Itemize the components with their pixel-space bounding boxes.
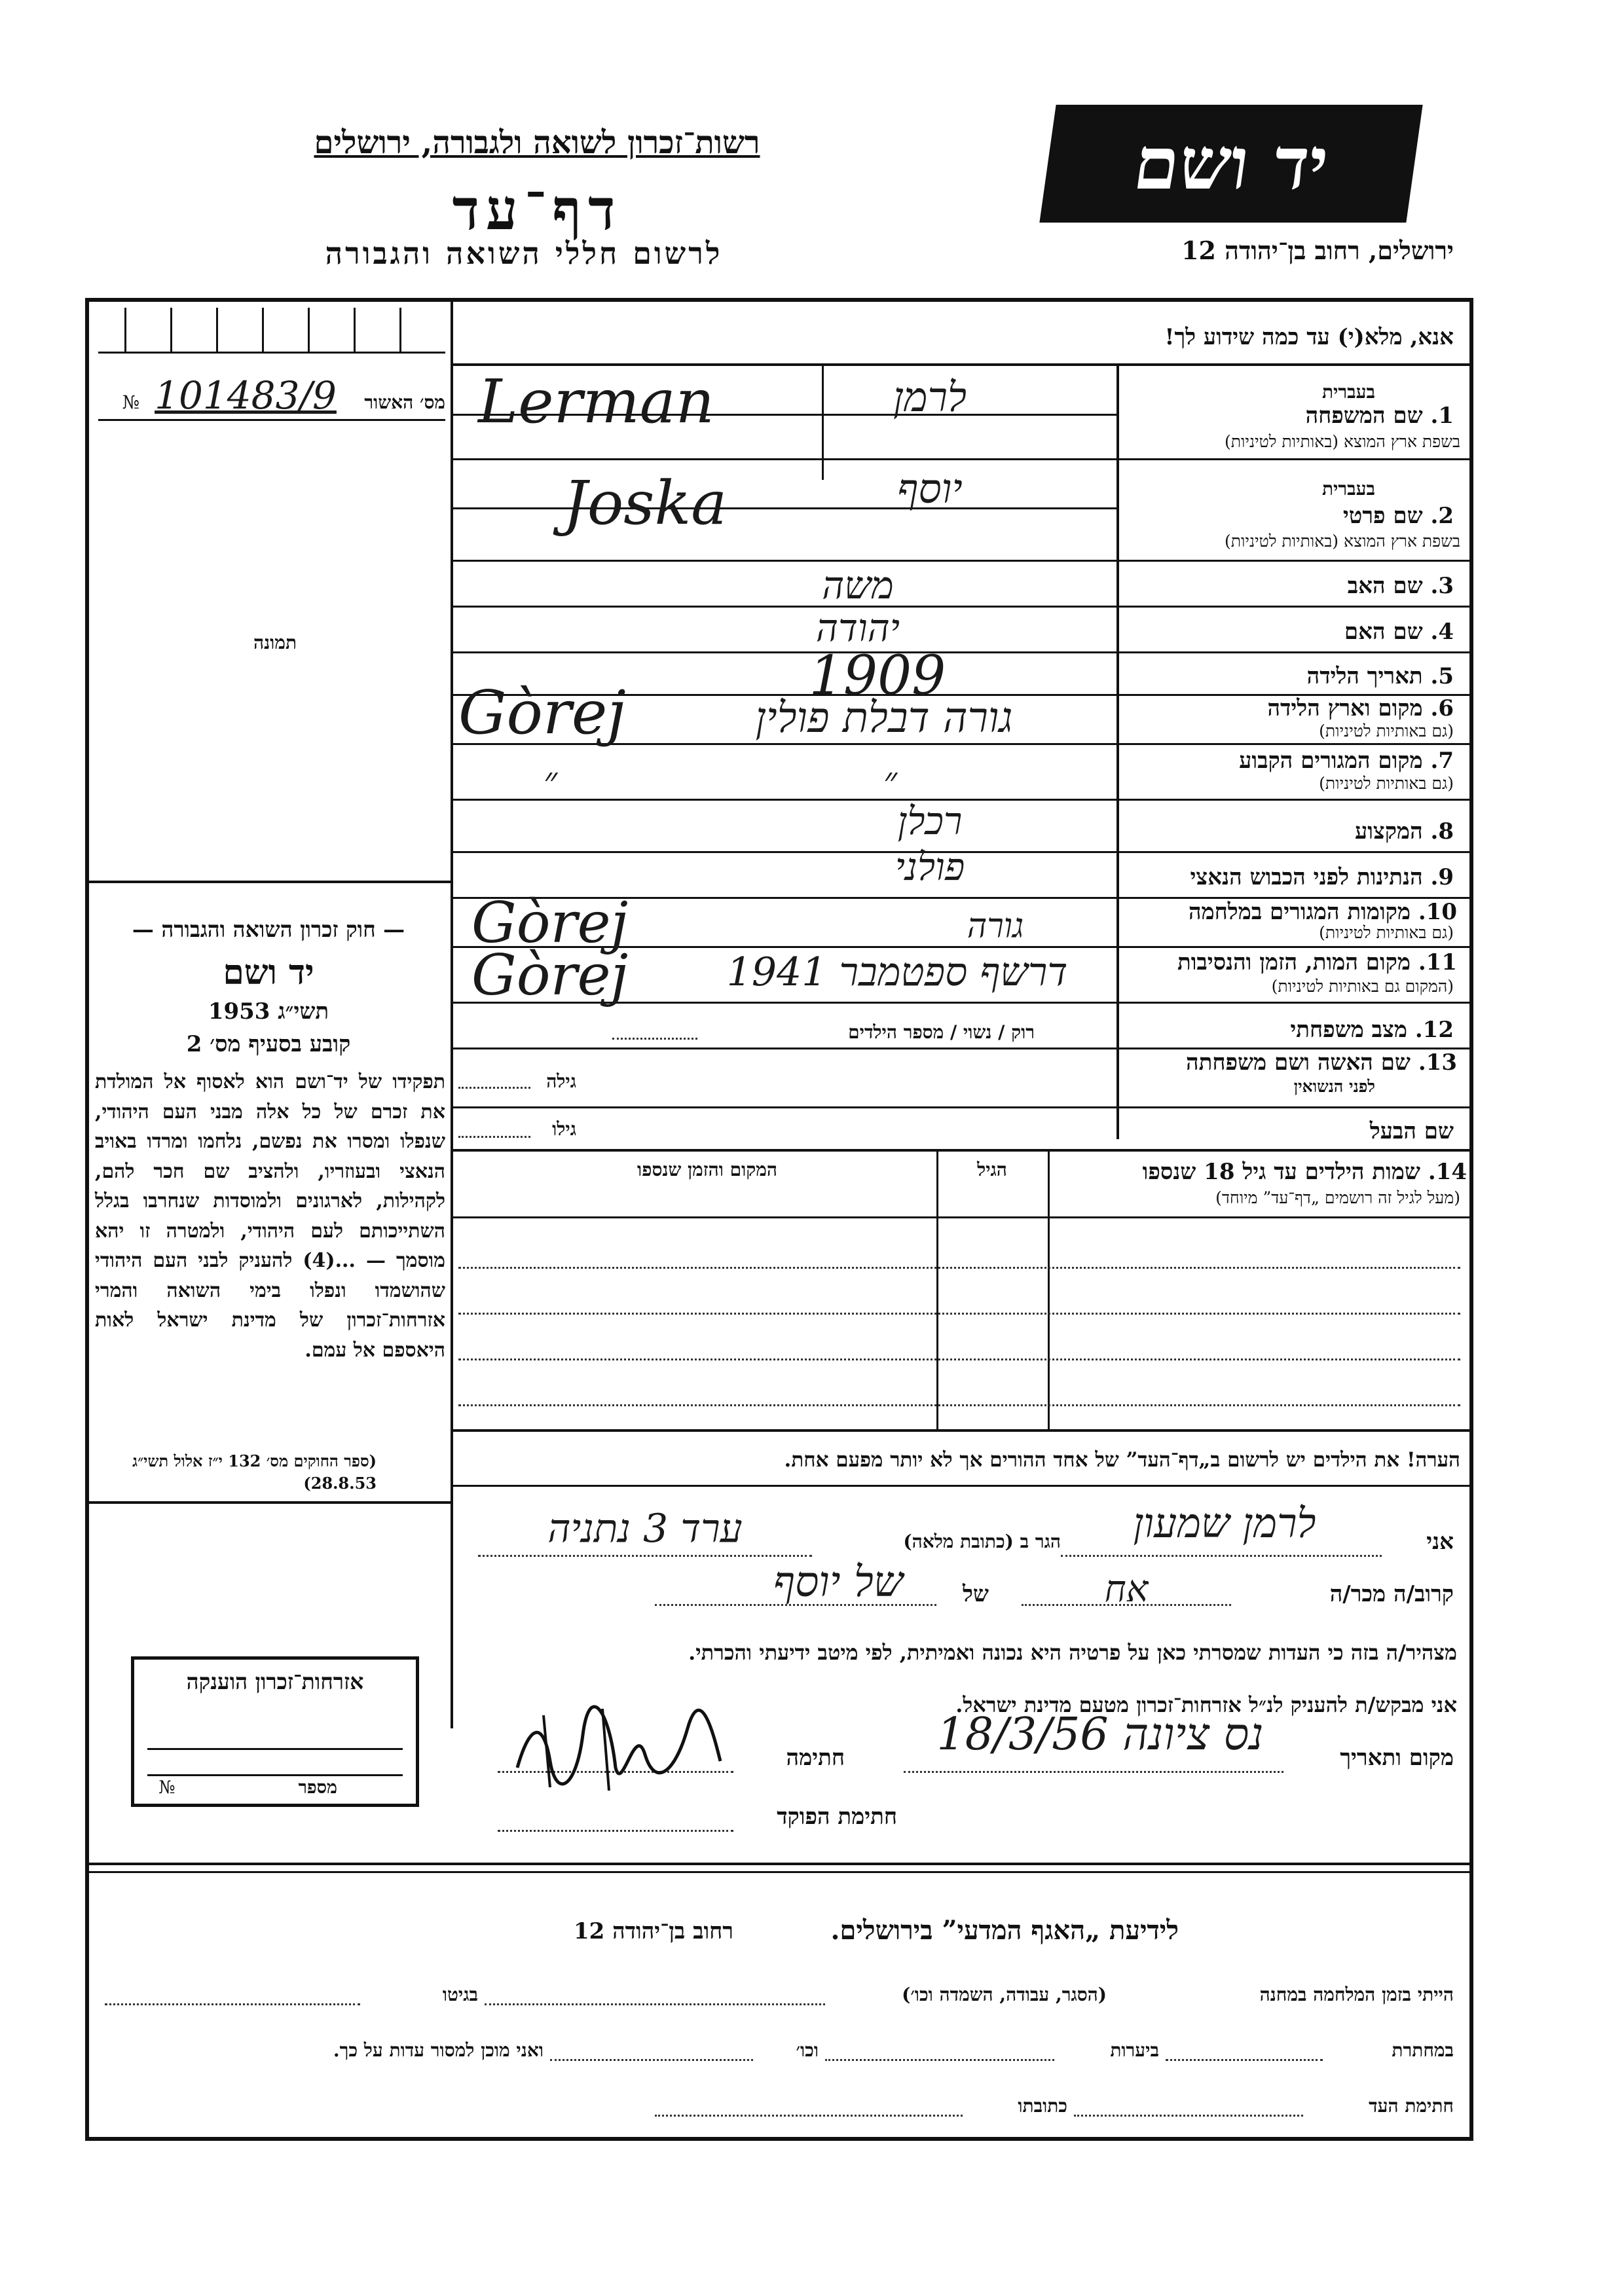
approval-label: מס׳ האשור xyxy=(364,392,445,413)
footer-address: רחוב בן־יהודה 12 xyxy=(573,1918,733,1944)
footer-line2-b: ביערות xyxy=(1110,2039,1159,2061)
citizenship-title: אזרחות־זכרון הוענקה xyxy=(186,1669,364,1694)
label-column-divider xyxy=(1116,365,1119,1139)
wartime-hebrew[interactable]: גורה xyxy=(967,907,1024,946)
husband-age-label: גילו xyxy=(552,1118,576,1140)
footer-forests-line xyxy=(825,2059,1054,2061)
field-11-sub: (המקום גם באותיות לטיניות) xyxy=(1271,977,1454,996)
footer-title: לידיעת „האגף המדעי” בירושלים. xyxy=(830,1915,1179,1946)
col-age-header: הגיל xyxy=(977,1159,1007,1180)
field-14-label: 14. שמות הילדים עד גיל 18 שנספו xyxy=(1142,1159,1467,1185)
logo-text: יד ושם xyxy=(1128,121,1334,206)
footer-line3-b: כתובתו xyxy=(1018,2095,1067,2117)
signature-mark[interactable] xyxy=(504,1696,727,1794)
wife-age-line xyxy=(458,1087,530,1089)
residence-ditto[interactable]: ״ ״ xyxy=(543,759,1055,802)
death-hebrew[interactable]: דרשף ספטמבר 1941 xyxy=(726,949,1068,995)
citizenship-box xyxy=(131,1656,419,1807)
declaration-statement: מצהיר/ה בזה כי העדות שמסרתי כאן על פרטיה היא נכונה ואמיתית, לפי מיטב ידיעתי והכרתי. xyxy=(688,1640,1457,1665)
witness-address-line xyxy=(478,1555,812,1557)
surname-hebrew[interactable]: לרמן xyxy=(893,373,967,421)
footer-line3-a: חתימת העד xyxy=(1369,2095,1454,2117)
col-place-header: המקום והזמן שנספו xyxy=(637,1159,777,1180)
field-6-label: 6. מקום וארץ הלידה xyxy=(1267,695,1454,721)
footer-witness-address-line xyxy=(655,2115,963,2117)
witness-name-line xyxy=(1061,1555,1382,1557)
husband-age-line xyxy=(458,1136,530,1138)
relation-of[interactable]: של יוסף xyxy=(773,1558,904,1607)
note-text: הערה! את הילדים יש לרשום ב„דף־העד” של אחד ההורים אך לא יותר מפעם אחת. xyxy=(784,1448,1460,1472)
birth-place-latin[interactable]: Gòrej xyxy=(458,678,626,748)
mother-name[interactable]: יהודה xyxy=(816,606,900,650)
children-col-divider-2 xyxy=(936,1151,938,1429)
officer-signature-label: חתימת הפוקד xyxy=(777,1804,897,1830)
citizenship[interactable]: פולני xyxy=(895,845,965,889)
field-12-label: 12. מצב משפחתי xyxy=(1290,1017,1454,1043)
footer-divider-2 xyxy=(88,1871,1470,1873)
wartime-latin[interactable]: Gòrej xyxy=(471,890,629,956)
footer-line2-c: וכו׳ xyxy=(796,2039,819,2061)
law-body: תפקידו של יד־ושם הוא לאסוף אל המולדת את זכרם של כל אלה מבני העם היהודי, שנפלו ומסרו את נפשם, נלחמו ומרדו באויב הנאצי ובעוזריו, ולהציב שם חכר להם, לקהילות, לארגונים ולמוסדות שנחרבו בגלל השתייכותם לעם היהודי, ולמטרה זו יהא מוסמך — ...(4) להעניק לבני העם היהודי שהושמדו ונפלו בימי השואה והמרי אזרחות־זכרון של מדינת ישראל לאות היאספם אל עמם. xyxy=(95,1070,445,1362)
field-7-sub: (גם באותיות לטיניות) xyxy=(1319,774,1454,793)
footer-etc-line xyxy=(550,2059,753,2061)
profession[interactable]: רכלן xyxy=(897,799,963,843)
row-divider-1 xyxy=(452,458,1470,460)
field-2-sub: בשפת ארץ המוצא (באותיות לטיניות) xyxy=(1225,532,1460,551)
children-count-line xyxy=(612,1038,697,1040)
note-divider xyxy=(452,1485,1470,1487)
approval-number[interactable]: 101483/9 xyxy=(155,373,337,418)
given-latin[interactable]: Joska xyxy=(563,468,728,538)
notice-divider xyxy=(452,363,1470,366)
field-1-lang: בעברית xyxy=(1321,381,1375,403)
given-hebrew[interactable]: יוסף xyxy=(897,465,963,513)
field-7-label: 7. מקום המגורים הקבוע xyxy=(1239,748,1454,774)
law-title: — חוק זכרון השואה והגבורה — xyxy=(132,917,405,942)
footer-line2-a: במחתרת xyxy=(1392,2039,1454,2061)
field-2-lang: בעברית xyxy=(1321,478,1375,500)
form-title: דף־עד xyxy=(452,177,622,243)
children-header-divider xyxy=(452,1216,1470,1218)
declaration-of: של xyxy=(963,1581,989,1607)
field-4-label: 4. שם האם xyxy=(1344,619,1454,645)
row-divider-13 xyxy=(452,1106,1470,1108)
husband-label: שם הבעל xyxy=(1369,1118,1454,1144)
children-col-divider-1 xyxy=(1048,1151,1050,1429)
children-bottom-divider xyxy=(452,1429,1470,1432)
form-subtitle: לרשום חללי השואה והגבורה xyxy=(325,236,723,271)
law-year: תשי״ג 1953 xyxy=(208,998,329,1025)
yad-vashem-logo xyxy=(1039,105,1422,223)
field-6-sub: (גם באותיות לטיניות) xyxy=(1319,721,1454,740)
children-row-2 xyxy=(458,1313,1460,1315)
signature-label: חתימה xyxy=(786,1745,845,1771)
photo-divider xyxy=(88,881,452,883)
field-5-label: 5. תאריך הלידה xyxy=(1306,663,1454,689)
citizenship-symbol: № xyxy=(158,1777,175,1798)
footer-line1-b: (הסגר, עבודה, השמדה וכו׳) xyxy=(902,1984,1107,2005)
death-latin[interactable]: Gòrej xyxy=(471,943,629,1008)
place-date-label: מקום ותאריך xyxy=(1340,1745,1454,1771)
left-column-divider xyxy=(451,301,453,1728)
footer-line1-c: בגיטו xyxy=(442,1984,478,2005)
law-clause: קובע בסעיף מס׳ 2 xyxy=(186,1031,351,1057)
officer-signature-line xyxy=(498,1830,733,1832)
field-10-label: 10. מקומות המגורים במלחמה xyxy=(1188,899,1457,925)
field-11-label: 11. מקום המות, הזמן והנסיבות xyxy=(1177,949,1457,975)
law-source: (ספר החוקים מס׳ 132 י״ז אלול תשי״ג 28.8.53) xyxy=(132,1451,377,1493)
field-3-label: 3. שם האב xyxy=(1347,573,1454,599)
footer-line2-d: ואני מוכן למסור עדות על כך. xyxy=(333,2039,544,2061)
footer-underground-line xyxy=(1166,2059,1323,2061)
footer-witness-sign-line xyxy=(1074,2115,1303,2117)
row-divider-14 xyxy=(452,1149,1470,1152)
footer-line1-a: הייתי בזמן המלחמה במחנה xyxy=(1259,1984,1454,2005)
children-row-3 xyxy=(458,1358,1460,1360)
footer-camp-line xyxy=(485,2003,825,2005)
field-9-label: 9. הנתינות לפני הכבוש הנאצי xyxy=(1190,864,1454,890)
field-13-label: 13. שם האשה ושם משפחתה xyxy=(1186,1049,1457,1076)
field-13-sub: לפני הנשואין xyxy=(1293,1077,1375,1096)
declaration-resides: הגר ב (כתובת מלאה) xyxy=(903,1531,1061,1552)
signature-scribble xyxy=(504,1696,727,1794)
top-notice: אנא, מלא(י) עד כמה שידוע לך! xyxy=(1164,324,1454,350)
code-boxes xyxy=(98,308,445,354)
declaration-relative: קרוב/ה מכר/ה xyxy=(1329,1581,1454,1607)
footer-divider-1 xyxy=(88,1863,1470,1865)
field-14-sub: (מעל לגיל זה רושמים „דף־עד” מיוחד) xyxy=(1215,1188,1460,1207)
address: ירושלים, רחוב בן־יהודה 12 xyxy=(1181,236,1454,265)
field-1-sub: בשפת ארץ המוצא (באותיות לטיניות) xyxy=(1225,432,1460,451)
birth-place-hebrew[interactable]: גורה דבלת פולין xyxy=(755,694,1013,742)
citizenship-number-label: מספר xyxy=(298,1777,337,1798)
declaration-request: אני מבקש/ת להעניק לנ״ל אזרחות־זכרון מטעם מדינת ישראל. xyxy=(955,1692,1457,1717)
children-row-1 xyxy=(458,1267,1460,1269)
photo-label: תמונה xyxy=(253,632,297,653)
father-name[interactable]: משה xyxy=(822,563,894,608)
row-divider-2 xyxy=(452,560,1470,562)
field-8-label: 8. המקצוע xyxy=(1354,818,1454,845)
footer-ghetto-line xyxy=(105,2003,360,2005)
place-date[interactable]: נס ציונה 18/3/56 xyxy=(936,1709,1264,1760)
approval-symbol: № xyxy=(122,392,140,413)
org-name: רשות־זכרון לשואה ולגבורה, ירושלים xyxy=(314,124,760,161)
marital-options: רוק / נשוי / מספר הילדים xyxy=(848,1021,1035,1043)
field-2-label: 2. שם פרטי xyxy=(1342,503,1454,529)
field-1-label: 1. שם המשפחה xyxy=(1305,403,1454,429)
field-10-sub: (גם באותיות לטיניות) xyxy=(1319,923,1454,942)
children-row-4 xyxy=(458,1404,1460,1406)
witness-name[interactable]: לרמן שמעון xyxy=(1133,1499,1316,1547)
surname-latin[interactable]: Lerman xyxy=(478,367,714,437)
approval-divider xyxy=(98,419,445,421)
row-divider-3 xyxy=(452,606,1470,608)
wife-age-label: גילה xyxy=(546,1070,576,1092)
witness-address[interactable]: ערד 3 נתניה xyxy=(547,1506,743,1552)
law-box-bottom xyxy=(88,1501,452,1504)
place-date-line xyxy=(904,1771,1283,1773)
birth-year[interactable]: 1909 xyxy=(809,645,946,707)
declaration-ani: אני xyxy=(1426,1529,1454,1555)
law-name: יד ושם xyxy=(223,953,314,993)
relation[interactable]: אח xyxy=(1104,1568,1149,1611)
